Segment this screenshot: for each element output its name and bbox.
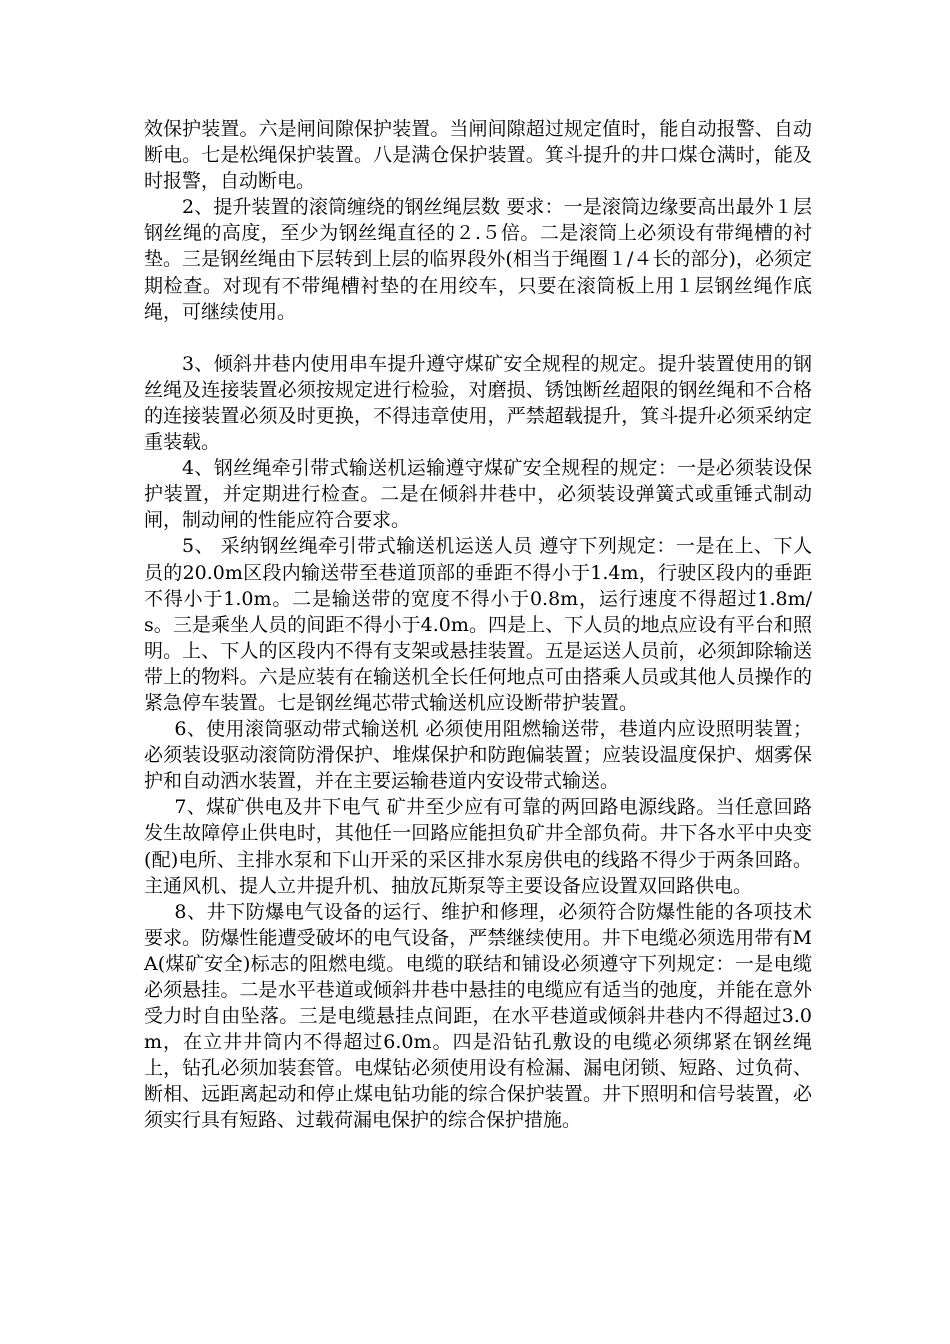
paragraph-continued: 效保护装置。六是闸间隙保护装置。当闸间隙超过规定值时，能自动报警、自动断电。七是松绳保护装置。八是满仓保护装置。箕斗提升的井口煤仓满时，能及时报警，自动断电。: [144, 118, 812, 193]
paragraph-5-personnel-transport: 5、 采纳钢丝绳牵引带式输送机运送人员 遵守下列规定：一是在上、下人员的20.0m区段内输送带至巷道顶部的垂距不得小于1.4m，行驶区段内的垂距不得小于1.0m。二是输送带的宽度不得小于0.8m，运行速度不得超过1.8m/s。三是乘坐人员的间距不得小于4.0m。四是上、下人员的地点应设有平台和照明。上、下人的区段内不得有支架或悬挂装置。五是运送人员前，必须卸除输送带上的物料。六是应装有在输送机全长任何地点可由搭乘人员或其他人员操作的紧急停车装置。七是钢丝绳芯带式输送机应设断带护装置。: [144, 535, 812, 714]
paragraph-8-explosion-proof-equipment: 8、井下防爆电气设备的运行、维护和修理，必须符合防爆性能的各项技术要求。防爆性能遭受破坏的电气设备，严禁继续使用。井下电缆必须选用带有MA(煤矿安全)标志的阻燃电缆。电缆的联结和铺设必须遵守下列规定：一是电缆必须悬挂。二是水平巷道或倾斜井巷中悬挂的电缆应有适当的弛度，并能在意外受力时自由坠落。三是电缆悬挂点间距，在水平巷道或倾斜井巷内不得超过3.0m，在立井井筒内不得超过6.0m。四是沿钻孔敷设的电缆必须绑紧在钢丝绳上，钻孔必须加装套管。电煤钻必须使用设有检漏、漏电闭锁、短路、过负荷、断相、远距离起动和停止煤电钻功能的综合保护装置。井下照明和信号装置，必须实行具有短路、过载荷漏电保护的综合保护措施。: [144, 900, 812, 1132]
document-body: [144, 116, 812, 1134]
paragraph-4-cable-belt-conveyor: 4、钢丝绳牵引带式输送机运输遵守煤矿安全规程的规定：一是必须装设保护装置，并定期进行检查。二是在倾斜井巷中，必须装设弹簧式或重锤式制动闸，制动闸的性能应符合要求。: [144, 457, 812, 532]
paragraph-2-hoist-drum-rope-layers: 2、提升装置的滚筒缠绕的钢丝绳层数 要求：一是滚筒边缘要高出最外１层钢丝绳的高度，至少为钢丝绳直径的２.５倍。二是滚筒上必须设有带绳槽的衬垫。三是钢丝绳由下层转到上层的临界段外(相当于绳圈１/４长的部分)，必须定期检查。对现有不带绳槽衬垫的在用绞车，只要在滚筒板上用１层钢丝绳作底绳，可继续使用。: [144, 196, 812, 323]
paragraph-3-incline-hoisting: 3、倾斜井巷内使用串车提升遵守煤矿安全规程的规定。提升装置使用的钢丝绳及连接装置必须按规定进行检验，对磨损、锈蚀断丝超限的钢丝绳和不合格的连接装置必须及时更换，不得违章使用，严禁超载提升，箕斗提升必须采纳定重装载。: [144, 352, 812, 454]
paragraph-7-power-supply: 7、煤矿供电及井下电气 矿井至少应有可靠的两回路电源线路。当任意回路发生故障停止供电时，其他任一回路应能担负矿井全部负荷。井下各水平中央变(配)电所、主排水泵和下山开采的采区排水泵房供电的线路不得少于两条回路。主通风机、提人立井提升机、抽放瓦斯泵等主要设备应设置双回路供电。: [144, 796, 812, 897]
paragraph-6-drum-driven-conveyor: 6、使用滚筒驱动带式输送机 必须使用阻燃输送带，巷道内应设照明装置；必须装设驱动滚筒防滑保护、堆煤保护和防跑偏装置；应装设温度保护、烟雾保护和自动洒水装置，并在主要运输巷道内安设带式输送。: [144, 718, 812, 793]
